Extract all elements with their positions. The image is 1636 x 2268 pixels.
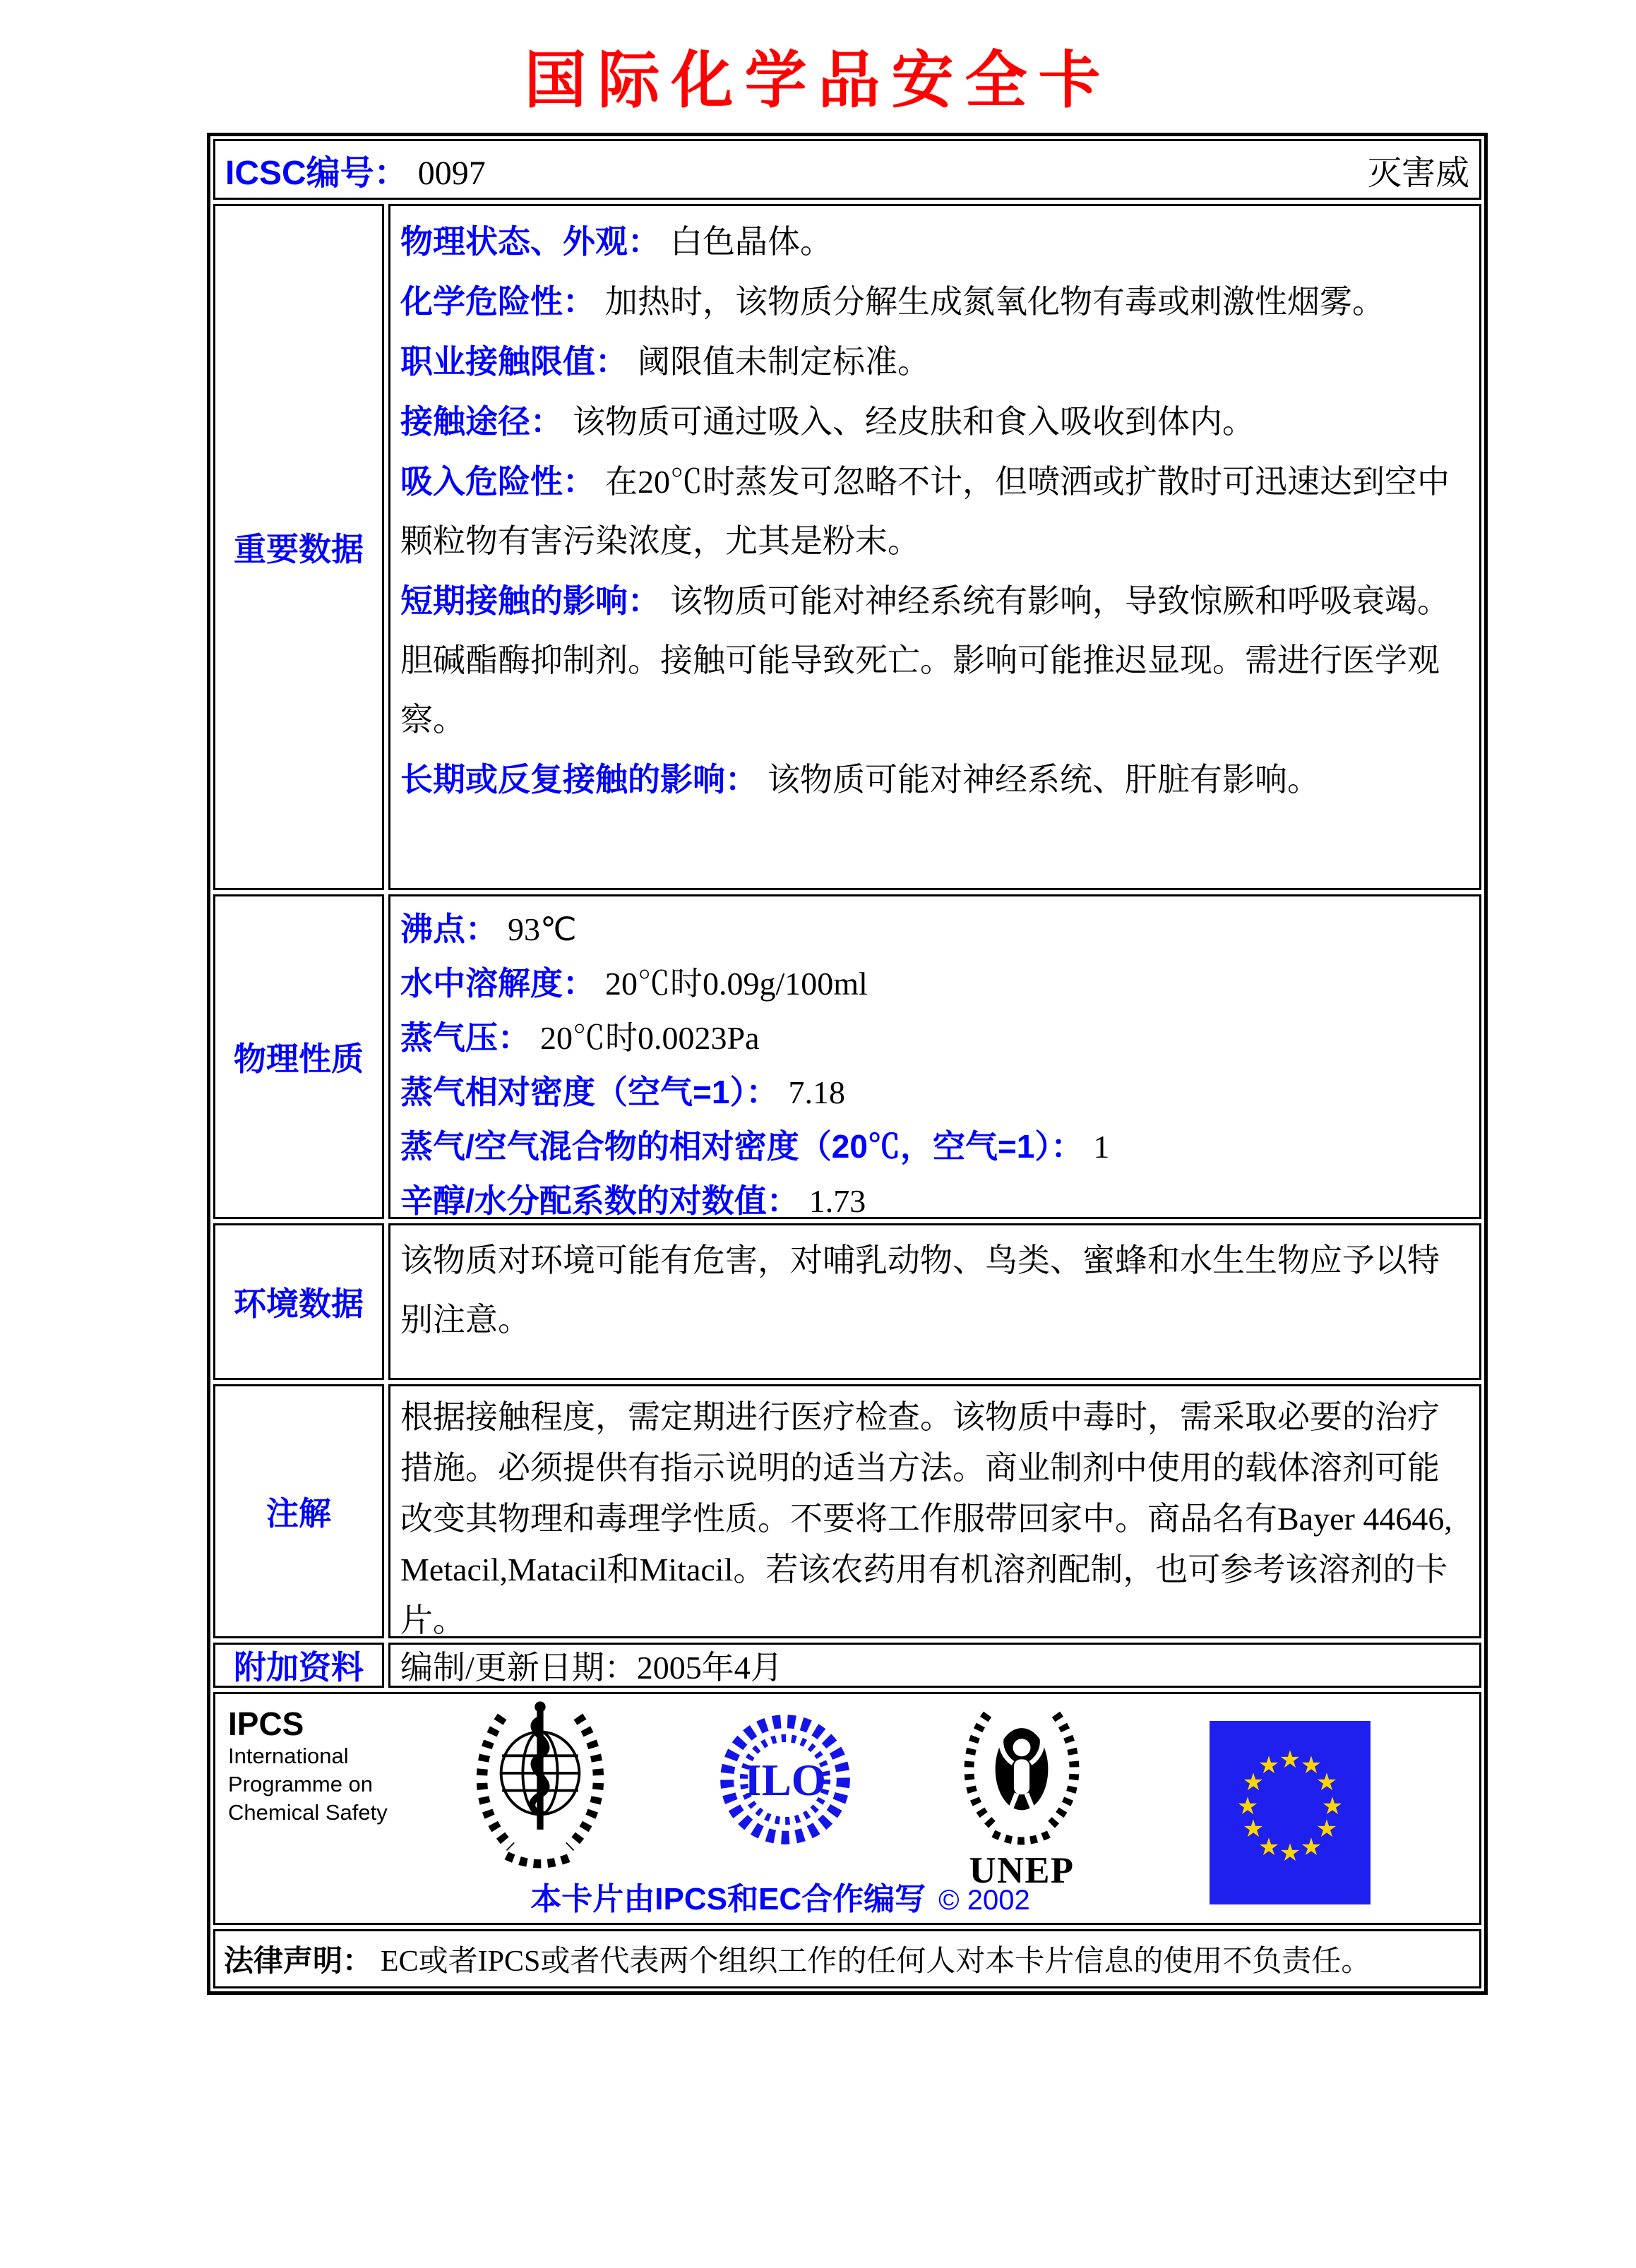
ipcs-acronym: IPCS bbox=[228, 1705, 304, 1742]
section-label-important-data bbox=[213, 204, 384, 890]
icsc-header-cell bbox=[213, 139, 1481, 200]
who-icon bbox=[470, 1697, 611, 1885]
item-label: 物理状态、外观： bbox=[400, 223, 660, 260]
data-item bbox=[400, 332, 1469, 392]
item-label: 蒸气相对密度（空气=1）： bbox=[400, 1074, 779, 1110]
section-label-text: 环境数据 bbox=[234, 1285, 364, 1322]
chemical-name: 灭害威 bbox=[1367, 154, 1469, 192]
section-label-additional-info bbox=[213, 1643, 384, 1688]
section-content-notes bbox=[388, 1384, 1481, 1638]
page-title: 国际化学品安全卡 bbox=[524, 47, 1112, 116]
eu-star: ★ bbox=[1236, 1792, 1259, 1820]
legal-cell bbox=[213, 1929, 1481, 1988]
data-item bbox=[400, 1011, 1469, 1065]
legal-row bbox=[213, 1929, 1481, 1988]
icsc-card bbox=[207, 133, 1488, 1995]
item-text: 该物质可能对神经系统、肝脏有影响。 bbox=[768, 762, 1320, 798]
eu-star: ★ bbox=[1279, 1746, 1301, 1774]
section-environmental-data bbox=[213, 1223, 1481, 1380]
data-item bbox=[400, 392, 1469, 452]
item-label: 吸入危险性： bbox=[400, 463, 595, 500]
item-label: 长期或反复接触的影响： bbox=[400, 761, 758, 798]
item-text: 93℃ bbox=[508, 911, 577, 947]
item-label: 水中溶解度： bbox=[400, 965, 595, 1002]
section-additional-info bbox=[213, 1643, 1481, 1688]
data-item bbox=[400, 902, 1469, 956]
section-content-important-data bbox=[388, 204, 1481, 890]
data-item bbox=[400, 571, 1469, 750]
section-content-environmental-data bbox=[388, 1223, 1481, 1380]
section-text: 该物质对环境可能有危害，对哺乳动物、鸟类、蜜蜂和水生生物应予以特别注意。 bbox=[400, 1242, 1440, 1338]
item-text: 20℃时0.0023Pa bbox=[540, 1020, 760, 1056]
item-text: 该物质可能对神经系统有影响，导致惊厥和呼吸衰竭。胆碱酯酶抑制剂。接触可能导致死亡。影响可能推迟显现。需进行医学观察。 bbox=[400, 583, 1450, 738]
data-item bbox=[400, 1120, 1469, 1174]
item-text: 7.18 bbox=[788, 1074, 845, 1110]
section-physical-properties bbox=[213, 894, 1481, 1219]
icsc-number-label: ICSC编号： bbox=[225, 154, 408, 192]
section-text: 根据接触程度，需定期进行医疗检查。该物质中毒时，需采取必要的治疗措施。必须提供有指示说明的适当方法。商业制剂中使用的载体溶剂可能改变其物理和毒理学性质。不要将工作服带回家中。商品名有Bayer 44646, Metacil,Matacil和Mitacil。若该农药用有机溶剂配制，也可参考该溶剂的卡片。 bbox=[400, 1399, 1452, 1638]
icsc-header-row bbox=[213, 139, 1481, 200]
data-item bbox=[400, 1065, 1469, 1120]
section-label-environmental-data bbox=[213, 1223, 384, 1380]
eu-star: ★ bbox=[1242, 1768, 1265, 1796]
section-label-physical-properties bbox=[213, 894, 384, 1219]
legal-text: EC或者IPCS或者代表两个组织工作的任何人对本卡片信息的使用不负责任。 bbox=[381, 1945, 1371, 1978]
data-item bbox=[400, 452, 1469, 571]
data-item bbox=[400, 1174, 1469, 1228]
item-label: 沸点： bbox=[400, 911, 498, 947]
copyright-text: © 2002 bbox=[938, 1885, 1030, 1916]
item-label: 辛醇/水分配系数的对数值： bbox=[400, 1182, 799, 1219]
item-text: 白色晶体。 bbox=[670, 224, 832, 260]
data-item bbox=[400, 212, 1469, 272]
data-item bbox=[400, 750, 1469, 810]
data-item bbox=[400, 272, 1469, 332]
ipcs-text-block bbox=[228, 1705, 388, 1827]
ipcs-line: International bbox=[228, 1744, 349, 1768]
icsc-number-value: 0097 bbox=[417, 154, 486, 192]
item-text: 该物质可通过吸入、经皮肤和食入吸收到体内。 bbox=[573, 404, 1255, 440]
card-caption bbox=[215, 1873, 1345, 1919]
update-date-text: 编制/更新日期：2005年4月 bbox=[400, 1650, 783, 1686]
eu-star: ★ bbox=[1242, 1815, 1265, 1843]
icsc-number-group bbox=[225, 145, 486, 194]
item-label: 接触途径： bbox=[400, 403, 563, 440]
item-text: 20℃时0.09g/100ml bbox=[605, 966, 868, 1002]
ilo-icon bbox=[718, 1712, 852, 1850]
eu-star: ★ bbox=[1300, 1751, 1322, 1780]
logos-row bbox=[213, 1692, 1481, 1925]
item-label: 蒸气压： bbox=[400, 1019, 530, 1056]
item-label: 职业接触限值： bbox=[400, 343, 628, 380]
item-text: 阈限值未制定标准。 bbox=[638, 344, 930, 380]
ipcs-line: Chemical Safety bbox=[228, 1800, 388, 1825]
eu-star: ★ bbox=[1258, 1751, 1280, 1780]
item-label: 短期接触的影响： bbox=[400, 582, 660, 619]
section-label-text: 注解 bbox=[266, 1495, 331, 1532]
eu-star: ★ bbox=[1258, 1833, 1280, 1861]
unep-icon bbox=[958, 1698, 1085, 1898]
unep-letters: UNEP bbox=[969, 1849, 1075, 1891]
section-label-notes bbox=[213, 1384, 384, 1638]
section-label-text: 附加资料 bbox=[234, 1649, 364, 1686]
eu-star: ★ bbox=[1315, 1768, 1338, 1796]
item-text: 1 bbox=[1093, 1129, 1110, 1165]
eu-star: ★ bbox=[1300, 1833, 1322, 1861]
ipcs-line: Programme on bbox=[228, 1772, 374, 1796]
section-label-text: 物理性质 bbox=[234, 1040, 364, 1077]
caption-text: 本卡片由IPCS和EC合作编写 bbox=[530, 1882, 926, 1916]
eu-star: ★ bbox=[1321, 1792, 1344, 1820]
section-label-text: 重要数据 bbox=[234, 531, 364, 568]
eu-star: ★ bbox=[1315, 1815, 1338, 1843]
item-text: 在20℃时蒸发可忽略不计，但喷洒或扩散时可迅速达到空中颗粒物有害污染浓度，尤其是粉末。 bbox=[400, 464, 1450, 559]
eu-star: ★ bbox=[1279, 1839, 1301, 1867]
section-content-additional-info bbox=[388, 1643, 1481, 1688]
legal-label: 法律声明： bbox=[224, 1944, 373, 1977]
section-important-data bbox=[213, 204, 1481, 890]
section-notes bbox=[213, 1384, 1481, 1638]
section-content-physical-properties bbox=[388, 894, 1481, 1219]
item-text: 加热时，该物质分解生成氮氧化物有毒或刺激性烟雾。 bbox=[605, 284, 1385, 320]
data-item bbox=[400, 956, 1469, 1011]
item-text: 1.73 bbox=[808, 1183, 866, 1219]
ilo-letters: ILO bbox=[744, 1756, 827, 1806]
logos-cell bbox=[213, 1692, 1481, 1925]
item-label: 蒸气/空气混合物的相对密度（20℃，空气=1）： bbox=[400, 1128, 1084, 1165]
item-label: 化学危险性： bbox=[400, 283, 595, 320]
